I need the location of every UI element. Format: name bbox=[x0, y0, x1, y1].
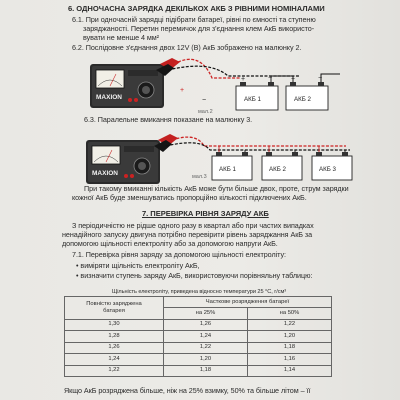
table-cell: 1,18 bbox=[247, 342, 331, 354]
svg-text:−: − bbox=[318, 75, 323, 82]
battery-label-akb3-fig3: АКБ 3 bbox=[319, 166, 336, 173]
brand-logo-fig3: MAXION bbox=[92, 170, 118, 177]
plus-sign-icon: + bbox=[180, 87, 185, 94]
table-cell: 1,20 bbox=[164, 354, 248, 366]
section-7-heading: 7. ПЕРЕВІРКА РІВНЯ ЗАРЯДУ АКБ bbox=[142, 209, 269, 218]
battery-2-fig2 bbox=[286, 75, 328, 110]
table-cell: 1,22 bbox=[65, 365, 164, 377]
battery-1-fig2 bbox=[236, 75, 278, 110]
bullet-item-1-text: виміряти щільність електроліту АкБ, bbox=[80, 261, 200, 270]
table-cell: 1,22 bbox=[164, 342, 248, 354]
table-row bbox=[65, 342, 332, 354]
bullet-item-2: • визначити ступень заряду АкБ, використовуючи порівняльну таблицю: bbox=[76, 271, 313, 280]
footer-text: Якщо АкБ розряджена більше, ніж на 25% взимку, 50% та більше літом – її bbox=[64, 386, 311, 395]
table-row bbox=[65, 331, 332, 343]
figure-2-caption: мал.2 bbox=[198, 109, 213, 115]
table-cell: 1,26 bbox=[164, 319, 248, 331]
paragraph-6-1-line-1: 6.1. При одночасній зарядці підібрати батареї, рівні по ємності та ступеню bbox=[72, 15, 316, 24]
battery-label-akb1-fig2: АКБ 1 bbox=[244, 96, 261, 103]
minus-sign-icon: − bbox=[202, 97, 207, 104]
bullet-item-2-text: визначити ступень заряду АкБ, використовуючи порівняльну таблицю: bbox=[80, 271, 313, 280]
svg-text:+: + bbox=[291, 76, 296, 83]
table-header-50-percent: на 50% bbox=[247, 308, 331, 320]
paragraph-6-2: 6.2. Послідовне з'єднання двох 12V (В) АкБ зображено на малюнку 2. bbox=[72, 43, 302, 52]
svg-text:+: + bbox=[241, 76, 246, 83]
table-header-full-charge bbox=[65, 297, 164, 320]
table-header-full-charge-line-2: батарея bbox=[103, 307, 125, 314]
svg-text:−: − bbox=[268, 75, 273, 82]
table-header-full-charge-line-1: Повністю заряджена bbox=[86, 300, 142, 307]
table-cell: 1,28 bbox=[65, 331, 164, 343]
figure-3-caption: мал.3 bbox=[192, 174, 207, 180]
table-title: Щільність електроліту, приведена відносно температури 25 °С, г/см³ bbox=[112, 289, 287, 295]
section-6-heading: 6. ОДНОЧАСНА ЗАРЯДКА ДЕКІЛЬКОХ АКБ З РІВНИМИ НОМІНАЛАМИ bbox=[68, 4, 325, 13]
parallel-note-line-2: кожної АкБ буде зменшуватись пропорційно кількості підключених АкБ. bbox=[72, 193, 307, 202]
table-header-partial-discharge: Часткове розрядження батареї bbox=[164, 297, 332, 308]
paragraph-7-1: 7.1. Перевірка рівня заряду за допомогою щільності електроліту: bbox=[72, 250, 286, 259]
section-7-intro-line-2: ненадійного запуску двигуна потрібно перевірити рівень заряджання АкБ за bbox=[62, 230, 313, 239]
bullet-item-1: • виміряти щільність електроліту АкБ, bbox=[76, 261, 200, 270]
table-cell: 1,26 bbox=[65, 342, 164, 354]
table-cell: 1,20 bbox=[247, 331, 331, 343]
brand-logo-fig2: MAXION bbox=[96, 94, 122, 101]
table-cell: 1,22 bbox=[247, 319, 331, 331]
table-cell: 1,16 bbox=[247, 354, 331, 366]
density-table bbox=[64, 296, 332, 377]
battery-label-akb1-fig3: АКБ 1 bbox=[219, 166, 236, 173]
paragraph-6-1-line-2: заряджаності. Перетин перемичок для з'єднання клем АкБ використо- bbox=[83, 24, 315, 33]
paragraph-6-1-line-3: вувати не менше 4 мм² bbox=[83, 33, 159, 42]
section-7-intro-line-1: З періодичністю не рідше одного разу в квартал або при частих випадках bbox=[72, 221, 314, 230]
battery-label-akb2-fig2: АКБ 2 bbox=[294, 96, 311, 103]
table-cell: 1,24 bbox=[164, 331, 248, 343]
charger-fig2 bbox=[90, 64, 164, 108]
charger-fig3 bbox=[86, 140, 160, 184]
table-row bbox=[65, 365, 332, 377]
table-cell: 1,30 bbox=[65, 319, 164, 331]
section-7-intro-line-3: допомогою щільності електроліту або за допомогою напруги АкБ. bbox=[62, 239, 278, 248]
paragraph-6-3: 6.3. Паралельне вмикання показане на малюнку 3. bbox=[84, 115, 253, 124]
parallel-note-line-1: При такому вмиканні кількість АкБ може бути більше двох, проте, струм зарядки bbox=[84, 184, 349, 193]
battery-label-akb2-fig3: АКБ 2 bbox=[269, 166, 286, 173]
table-cell: 1,18 bbox=[164, 365, 248, 377]
table-row bbox=[65, 354, 332, 366]
table-header-25-percent: на 25% bbox=[164, 308, 248, 320]
table-cell: 1,24 bbox=[65, 354, 164, 366]
table-row bbox=[65, 319, 332, 331]
table-cell: 1,14 bbox=[247, 365, 331, 377]
